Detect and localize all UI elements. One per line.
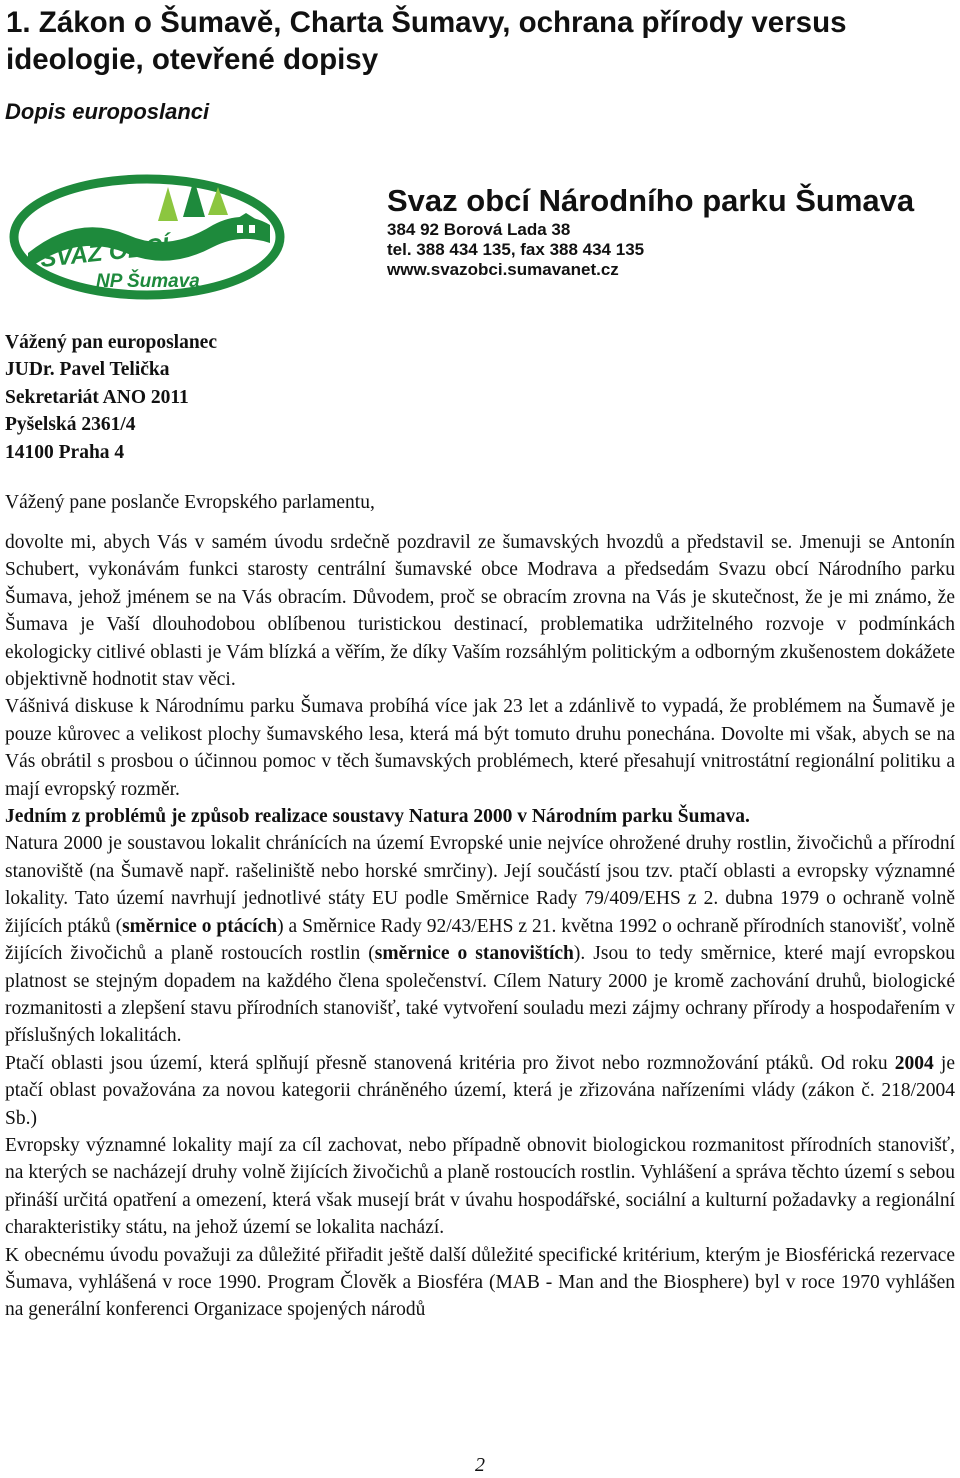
addressee-city: 14100 Praha 4 <box>5 441 125 463</box>
problem-statement: Jedním z problémů je způsob realizace soustavy Natura 2000 v Národním parku Šumava. <box>5 806 750 828</box>
sender-name: Svaz obcí Národního parku Šumava <box>387 183 915 218</box>
sender-block <box>387 182 947 280</box>
paragraph-natura: Natura 2000 je soustavou lokalit chránících na území Evropské unie nejvíce ohrožené druhy rostlin, živočichů a přírodní stanoviště (na Šumavě např. rašeliniště nebo horské smrčiny). Její součástí jsou tzv. ptačí oblasti a evropsky významné lokality. Tato území navrhují jednotlivé státy EU podle Směrnice Rady 79/409/EHS z 2. dubna 1979 o ochraně volně žijících ptáků (směrnice o ptácích) a Směrnice Rady 92/43/EHS z 21. května 1992 o ochraně přírodních stanovišť, volně žijících živočichů a planě rostoucích rostlin (směrnice o stanovištích). Jsou to tedy směrnice, které mají evropskou platnost se stejným dopadem na každého člena společenství. Cílem Natury 2000 je kromě zachování druhů, biologické rozmanitosti a zlepšení stavu přírodních stanovišť, také vytvoření souladu mezi zájmy ochrany přírody a hospodařením v příslušných lokalitách. <box>5 833 955 1047</box>
svaz-obci-logo <box>8 173 286 301</box>
addressee-office: Sekretariát ANO 2011 <box>5 386 189 408</box>
addressee-street: Pyšelská 2361/4 <box>5 414 136 436</box>
paragraph-biosphere: K obecnému úvodu považuji za důležité přiřadit ještě další důležité specifické kritérium, kterým je Biosférická rezervace Šumava, vyhlášená v roce 1990. Program Člověk a Biosféra (MAB - Man and the Biosphere) byl v roce 1970 vyhlášen na generální konferenci Organizace spojených národů <box>5 1244 955 1321</box>
paragraph-sites: Evropsky významné lokality mají za cíl zachovat, nebo případně obnovit biologickou rozmanitost přírodních stanovišť, na kterých se nacházejí druhy volně žijících živočichů a planě rostoucích rostlin. Vyhlášení a správa těchto území s sebou přináší určitá opatření a omezení, která však musejí brát v úvahu hospodářské, sociální a kulturní požadavky a regionální charakteristiky státu, na jehož území se lokalita nachází. <box>5 1134 955 1239</box>
heading-line-1: 1. Zákon o Šumavě, Charta Šumavy, ochrana přírody versus <box>6 6 847 39</box>
logo-text-bottom: NP Šumava <box>96 271 200 292</box>
heading-line-2: ideologie, otevřené dopisy <box>6 43 379 76</box>
birds-directive: směrnice o ptácích <box>122 915 278 937</box>
paragraph-problem-heading <box>5 803 955 830</box>
addressee-salutation: Vážený pan europoslanec <box>5 332 217 353</box>
paragraph-intro: dovolte mi, abych Vás v samém úvodu srdečně pozdravil ze šumavských hvozdů a představil se. Jmenuji se Antonín Schubert, vykonávám funkci starosty centrální šumavské obce Modrava a předsedám Svazu obcí Národního parku Šumava, jehož jménem se na Vás obracím. Důvodem, proč se obracím zrovna na Vás je skutečnost, že je mi známo, že Šumava je Vaší dlouhodobou oblíbenou turistickou destinací, problematika udržitelného rozvoje v podmínkách ekologicky citlivé oblasti je Vám blízká a věřím, že díky Vaším rozsáhlým politickým a odborným zkušenostem dokážete objektivně hodnotit stav věci. <box>5 532 955 691</box>
logo-text-top: SVAZ OBCÍ <box>38 232 170 273</box>
habitats-directive: směrnice o stanovištích <box>374 943 574 965</box>
letter-body <box>5 529 955 1324</box>
paragraph-bird-areas: Ptačí oblasti jsou území, která splňují přesně stanovená kritéria pro život nebo rozmnožování ptáků. Od roku 2004 je ptačí oblast považována za novou kategorii chráněného území, která je zřizována nařízeními vlády (zákon č. 218/2004 Sb.) <box>5 1052 955 1129</box>
document-heading <box>6 4 946 78</box>
sender-phone: tel. 388 434 135, fax 388 434 135 <box>387 240 645 259</box>
paragraph-discussion: Vášnivá diskuse k Národnímu parku Šumava probíhá více jak 23 let a zdánlivě to vypadá, že problémem na Šumavě je pouze kůrovec a velikost plochy šumavského lesa, která má být tomuto druhu ponechána. Dovolte mi však, abych se na Vás obrátil s prosbou o účinnou pomoc v těch šumavských problémech, které přesahují vnitrostátní regionální politiku a mají evropský rozměr. <box>5 696 955 800</box>
addressee-name: JUDr. Pavel Telička <box>5 359 170 381</box>
document-subheading: Dopis europoslanci <box>5 99 210 124</box>
sender-web: www.svazobci.sumavanet.cz <box>387 260 619 279</box>
letter-greeting: Vážený pane poslanče Evropského parlamentu, <box>5 492 375 513</box>
year-2004: 2004 <box>894 1052 934 1074</box>
page-number: 2 <box>475 1454 485 1476</box>
addressee-block <box>5 329 605 466</box>
sender-address: 384 92 Borová Lada 38 <box>387 220 571 239</box>
